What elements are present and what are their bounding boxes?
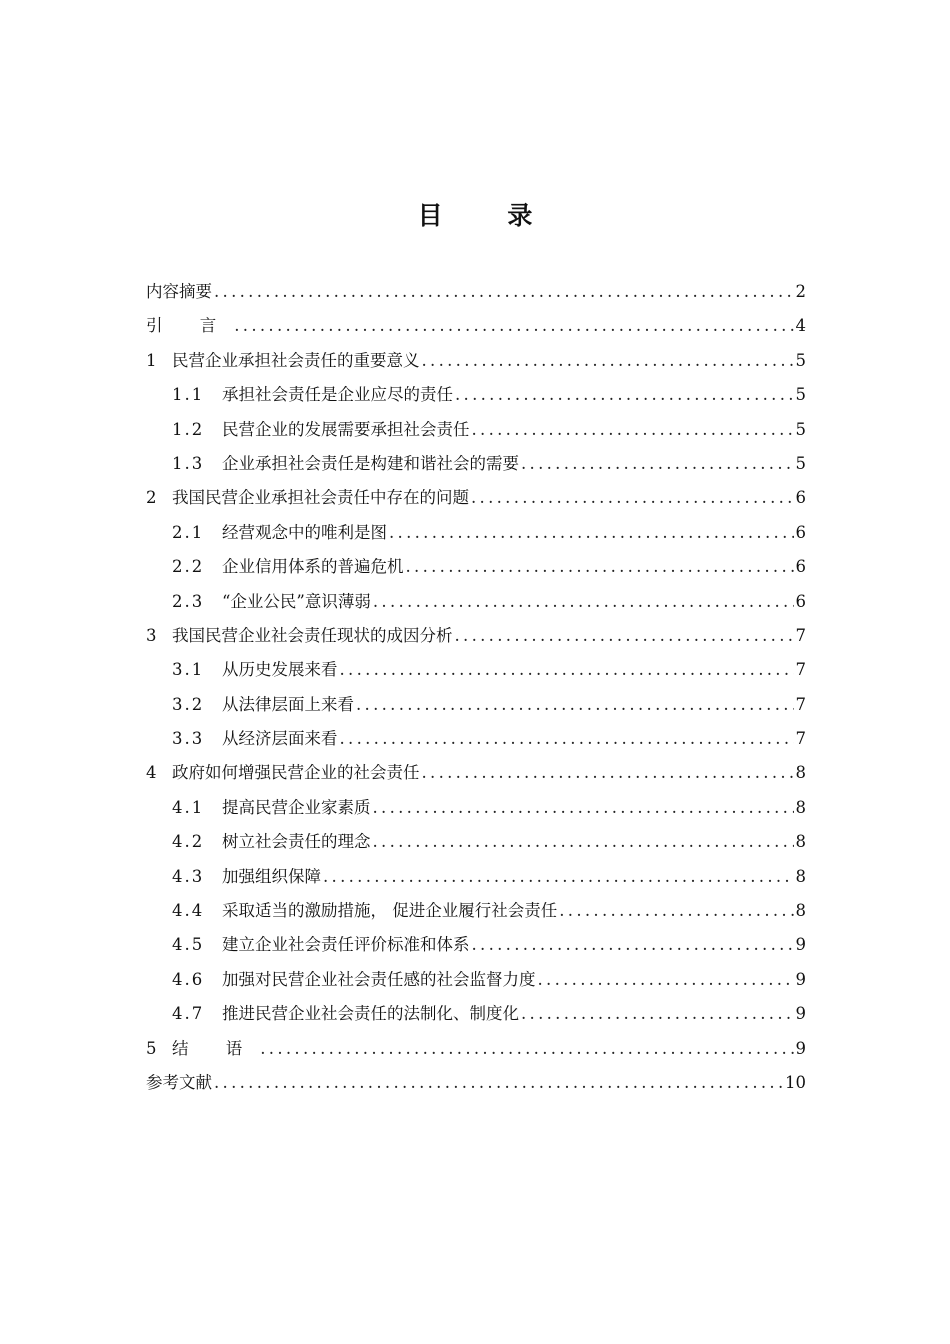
- toc-entry[interactable]: [146, 894, 806, 928]
- toc-entry-title: 建立企业社会责任评价标准和体系: [222, 935, 470, 955]
- toc-entry-number: 3.2: [172, 694, 205, 714]
- toc-entry-number: 3.3: [172, 729, 205, 749]
- toc-entry[interactable]: [146, 860, 806, 894]
- toc-leader-dots: [373, 585, 794, 619]
- toc-leader-dots: [373, 825, 794, 859]
- toc-entry-number: 4.3: [172, 866, 205, 886]
- toc-entry-page: 4: [795, 316, 806, 336]
- toc-entry-title: 民营企业的发展需要承担社会责任: [222, 419, 470, 439]
- toc-entry[interactable]: [146, 997, 806, 1031]
- toc-entry[interactable]: [146, 688, 806, 722]
- toc-entry-page: 7: [795, 660, 806, 680]
- toc-entry-title: 内容摘要: [146, 282, 212, 301]
- toc-entry-page: 9: [795, 1038, 806, 1058]
- toc-entry-number: 5: [146, 1038, 159, 1058]
- toc-entry-page: 5: [795, 350, 806, 370]
- toc-entry-title: 民营企业承担社会责任的重要意义: [172, 350, 420, 370]
- toc-leader-dots: [472, 928, 794, 962]
- toc-leader-dots: [471, 481, 794, 515]
- toc-entry-page: 6: [795, 522, 806, 542]
- toc-entry[interactable]: [146, 481, 806, 515]
- toc-entry[interactable]: [146, 413, 806, 447]
- toc-entry-number: 1.3: [172, 453, 205, 473]
- toc-entry-number: 1.2: [172, 419, 205, 439]
- toc-entry-page: 9: [795, 935, 806, 955]
- toc-leader-dots: [521, 997, 794, 1031]
- toc-entry-page: 8: [795, 763, 806, 783]
- toc-leader-dots: [373, 791, 794, 825]
- toc-entry-number: 4.4: [172, 901, 205, 921]
- toc-entry-page: 7: [795, 625, 806, 645]
- toc-entry-page: 10: [785, 1072, 806, 1092]
- toc-entry[interactable]: [146, 653, 806, 687]
- toc-entry-title: 加强组织保障: [222, 866, 321, 886]
- toc-entry-page: 6: [795, 591, 806, 611]
- toc-entry[interactable]: [146, 791, 806, 825]
- toc-entry-title: 参考文献: [146, 1072, 212, 1092]
- toc-entry-page: 5: [795, 453, 806, 473]
- toc-entry-page: 8: [795, 901, 806, 921]
- toc-entry-title: 树立社会责任的理念: [222, 832, 371, 852]
- toc-entry-page: 5: [795, 419, 806, 439]
- toc-entry-number: 4.2: [172, 832, 205, 852]
- toc-entry[interactable]: [146, 275, 806, 309]
- toc-entry[interactable]: [146, 309, 806, 343]
- toc-entry-title: “企业公民”意识薄弱: [222, 591, 371, 611]
- toc-entry-number: 3: [146, 625, 159, 645]
- toc-entry-title: 经营观念中的唯利是图: [222, 522, 387, 542]
- toc-entry-title: 政府如何增强民营企业的社会责任: [172, 763, 420, 783]
- toc-entry-number: 4.6: [172, 969, 205, 989]
- toc-leader-dots: [340, 722, 794, 756]
- toc-leader-dots: [340, 653, 794, 687]
- toc-leader-dots: [406, 550, 794, 584]
- toc-entry-number: 2.1: [172, 522, 205, 542]
- table-of-contents: [146, 275, 806, 1100]
- toc-entry-page: 8: [795, 797, 806, 817]
- toc-leader-dots: [455, 619, 794, 653]
- toc-leader-dots: [455, 378, 794, 412]
- toc-entry[interactable]: [146, 550, 806, 584]
- toc-entry-title: 我国民营企业社会责任现状的成因分析: [172, 625, 453, 645]
- toc-entry-title: 引 言: [146, 316, 233, 336]
- toc-entry[interactable]: [146, 516, 806, 550]
- toc-entry-number: 4.5: [172, 935, 205, 955]
- toc-entry-page: 9: [795, 1004, 806, 1024]
- toc-leader-dots: [538, 963, 794, 997]
- toc-entry-page: 8: [795, 866, 806, 886]
- toc-entry[interactable]: [146, 963, 806, 997]
- toc-entry-number: 4.7: [172, 1004, 205, 1024]
- toc-entry-title: 采取适当的激励措施， 促进企业履行社会责任: [222, 901, 558, 921]
- toc-entry-page: 5: [795, 385, 806, 405]
- toc-entry-number: 3.1: [172, 660, 205, 680]
- toc-leader-dots: [521, 447, 794, 481]
- toc-entry-page: 6: [795, 488, 806, 508]
- toc-entry[interactable]: [146, 378, 806, 412]
- toc-entry-title: 从历史发展来看: [222, 660, 338, 680]
- toc-leader-dots: [234, 309, 793, 343]
- toc-entry-title: 加强对民营企业社会责任感的社会监督力度: [222, 969, 536, 989]
- toc-entry-title: 承担社会责任是企业应尽的责任: [222, 385, 453, 405]
- toc-entry[interactable]: [146, 756, 806, 790]
- toc-entry-number: 2.2: [172, 557, 205, 577]
- toc-leader-dots: [260, 1032, 793, 1066]
- toc-entry-page: 2: [795, 282, 806, 301]
- toc-entry[interactable]: [146, 1032, 806, 1066]
- toc-leader-dots: [422, 344, 794, 378]
- toc-leader-dots: [214, 275, 794, 309]
- toc-entry-page: 8: [795, 832, 806, 852]
- toc-entry-number: 1.1: [172, 385, 205, 405]
- toc-entry-title: 结 语: [172, 1038, 259, 1058]
- toc-entry-page: 7: [795, 694, 806, 714]
- toc-entry-title: 从法律层面上来看: [222, 694, 354, 714]
- toc-entry-title: 企业承担社会责任是构建和谐社会的需要: [222, 453, 519, 473]
- page-title: 目 录: [417, 201, 561, 230]
- toc-entry[interactable]: [146, 619, 806, 653]
- toc-entry-title: 推进民营企业社会责任的法制化、制度化: [222, 1004, 519, 1024]
- toc-entry-page: 6: [795, 557, 806, 577]
- toc-leader-dots: [559, 894, 793, 928]
- toc-entry-title: 从经济层面来看: [222, 729, 338, 749]
- toc-entry[interactable]: [146, 447, 806, 481]
- toc-entry[interactable]: [146, 585, 806, 619]
- toc-entry-title: 企业信用体系的普遍危机: [222, 557, 404, 577]
- toc-entry-number: 1: [146, 350, 159, 370]
- toc-leader-dots: [214, 1066, 783, 1100]
- toc-entry[interactable]: [146, 344, 806, 378]
- toc-entry-number: 4: [146, 763, 159, 783]
- toc-entry[interactable]: [146, 825, 806, 859]
- toc-entry-number: 2: [146, 488, 159, 508]
- toc-leader-dots: [356, 688, 794, 722]
- toc-entry-title: 我国民营企业承担社会责任中存在的问题: [172, 488, 469, 508]
- toc-entry-page: 9: [795, 969, 806, 989]
- toc-entry[interactable]: [146, 1066, 806, 1100]
- toc-entry[interactable]: [146, 722, 806, 756]
- toc-entry[interactable]: [146, 928, 806, 962]
- toc-leader-dots: [472, 413, 794, 447]
- toc-entry-number: 2.3: [172, 591, 205, 611]
- toc-entry-number: 4.1: [172, 797, 205, 817]
- toc-leader-dots: [389, 516, 794, 550]
- toc-entry-page: 7: [795, 729, 806, 749]
- toc-leader-dots: [323, 860, 794, 894]
- toc-leader-dots: [422, 756, 794, 790]
- toc-entry-title: 提高民营企业家素质: [222, 797, 371, 817]
